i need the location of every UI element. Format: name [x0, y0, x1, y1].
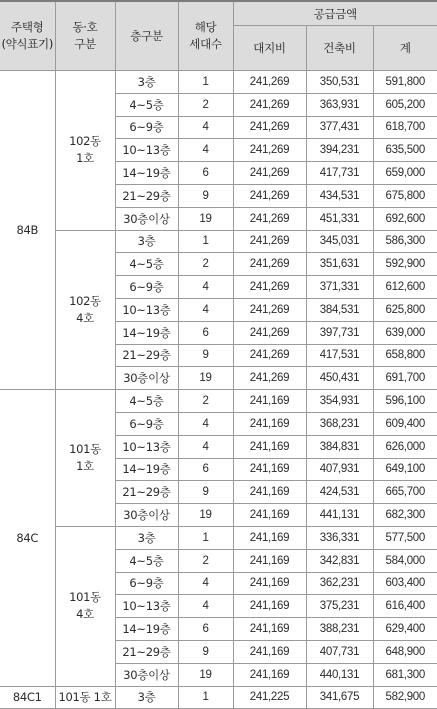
floor-cell: 30층이상	[115, 504, 178, 527]
count-cell: 4	[178, 276, 233, 299]
table-row	[0, 390, 437, 413]
floor-cell: 6~9층	[115, 572, 178, 595]
total-cell: 618,700	[373, 116, 437, 139]
floor-cell: 6~9층	[115, 116, 178, 139]
land-cell: 241,169	[233, 549, 306, 572]
building-cell: 342,831	[306, 549, 373, 572]
floor-cell: 10~13층	[115, 595, 178, 618]
land-cell: 241,269	[233, 93, 306, 116]
land-cell: 241,269	[233, 116, 306, 139]
building-cell: 371,331	[306, 276, 373, 299]
total-cell: 596,100	[373, 390, 437, 413]
floor-cell: 30층이상	[115, 367, 178, 390]
table-row	[0, 71, 437, 94]
total-cell: 612,600	[373, 276, 437, 299]
land-cell: 241,169	[233, 595, 306, 618]
total-cell: 692,600	[373, 207, 437, 230]
table-body	[0, 71, 437, 709]
floor-cell: 4~5층	[115, 549, 178, 572]
header-type: 주택형 (약식표기)	[0, 1, 55, 71]
floor-cell: 3층	[115, 526, 178, 549]
table-row	[0, 526, 437, 549]
land-cell: 241,269	[233, 184, 306, 207]
land-cell: 241,169	[233, 663, 306, 686]
building-cell: 341,675	[306, 686, 373, 709]
floor-cell: 4~5층	[115, 93, 178, 116]
floor-cell: 10~13층	[115, 139, 178, 162]
unit-cell: 101동 1호	[55, 390, 115, 527]
building-cell: 407,931	[306, 458, 373, 481]
floor-cell: 3층	[115, 686, 178, 709]
count-cell: 1	[178, 686, 233, 709]
count-cell: 19	[178, 367, 233, 390]
count-cell: 2	[178, 253, 233, 276]
total-cell: 659,000	[373, 162, 437, 185]
land-cell: 241,169	[233, 481, 306, 504]
header-amount: 공급금액	[233, 1, 437, 26]
count-cell: 4	[178, 572, 233, 595]
building-cell: 451,331	[306, 207, 373, 230]
total-cell: 582,900	[373, 686, 437, 709]
building-cell: 441,131	[306, 504, 373, 527]
land-cell: 241,269	[233, 253, 306, 276]
floor-cell: 21~29층	[115, 640, 178, 663]
floor-cell: 14~19층	[115, 618, 178, 641]
count-cell: 4	[178, 139, 233, 162]
total-cell: 625,800	[373, 298, 437, 321]
building-cell: 351,631	[306, 253, 373, 276]
building-cell: 336,331	[306, 526, 373, 549]
total-cell: 609,400	[373, 412, 437, 435]
count-cell: 2	[178, 390, 233, 413]
floor-cell: 14~19층	[115, 162, 178, 185]
count-cell: 19	[178, 207, 233, 230]
total-cell: 681,300	[373, 663, 437, 686]
building-cell: 434,531	[306, 184, 373, 207]
count-cell: 2	[178, 549, 233, 572]
count-cell: 1	[178, 71, 233, 94]
land-cell: 241,169	[233, 526, 306, 549]
land-cell: 241,269	[233, 276, 306, 299]
land-cell: 241,269	[233, 207, 306, 230]
building-cell: 354,931	[306, 390, 373, 413]
header-unit: 동·호 구분	[55, 1, 115, 71]
count-cell: 2	[178, 93, 233, 116]
total-cell: 658,800	[373, 344, 437, 367]
total-cell: 616,400	[373, 595, 437, 618]
building-cell: 350,531	[306, 71, 373, 94]
land-cell: 241,269	[233, 298, 306, 321]
floor-cell: 30층이상	[115, 207, 178, 230]
land-cell: 241,269	[233, 230, 306, 253]
land-cell: 241,269	[233, 321, 306, 344]
building-cell: 368,231	[306, 412, 373, 435]
total-cell: 639,000	[373, 321, 437, 344]
unit-cell: 101동 4호	[55, 526, 115, 686]
land-cell: 241,269	[233, 367, 306, 390]
land-cell: 241,169	[233, 640, 306, 663]
header-count: 해당 세대수	[178, 1, 233, 71]
count-cell: 1	[178, 526, 233, 549]
building-cell: 424,531	[306, 481, 373, 504]
count-cell: 4	[178, 116, 233, 139]
count-cell: 19	[178, 504, 233, 527]
land-cell: 241,269	[233, 139, 306, 162]
floor-cell: 30층이상	[115, 663, 178, 686]
unit-cell: 102동 4호	[55, 230, 115, 390]
count-cell: 4	[178, 298, 233, 321]
building-cell: 384,831	[306, 435, 373, 458]
count-cell: 6	[178, 458, 233, 481]
count-cell: 9	[178, 184, 233, 207]
building-cell: 388,231	[306, 618, 373, 641]
header-total: 계	[373, 26, 437, 71]
land-cell: 241,169	[233, 572, 306, 595]
land-cell: 241,225	[233, 686, 306, 709]
table-row	[0, 686, 437, 709]
total-cell: 648,900	[373, 640, 437, 663]
unit-cell: 102동 1호	[55, 71, 115, 231]
floor-cell: 14~19층	[115, 458, 178, 481]
building-cell: 417,531	[306, 344, 373, 367]
total-cell: 635,500	[373, 139, 437, 162]
type-cell: 84C	[0, 390, 55, 686]
count-cell: 9	[178, 344, 233, 367]
land-cell: 241,269	[233, 71, 306, 94]
unit-cell: 101동 1호	[55, 686, 115, 709]
total-cell: 665,700	[373, 481, 437, 504]
land-cell: 241,169	[233, 435, 306, 458]
count-cell: 4	[178, 595, 233, 618]
building-cell: 377,431	[306, 116, 373, 139]
count-cell: 9	[178, 640, 233, 663]
count-cell: 6	[178, 162, 233, 185]
floor-cell: 21~29층	[115, 481, 178, 504]
table-row	[0, 230, 437, 253]
type-cell: 84B	[0, 71, 55, 390]
land-cell: 241,169	[233, 390, 306, 413]
floor-cell: 10~13층	[115, 298, 178, 321]
total-cell: 691,700	[373, 367, 437, 390]
total-cell: 603,400	[373, 572, 437, 595]
floor-cell: 4~5층	[115, 253, 178, 276]
building-cell: 345,031	[306, 230, 373, 253]
total-cell: 675,800	[373, 184, 437, 207]
count-cell: 6	[178, 618, 233, 641]
header-floor: 층구분	[115, 1, 178, 71]
building-cell: 397,731	[306, 321, 373, 344]
header-land: 대지비	[233, 26, 306, 71]
land-cell: 241,269	[233, 344, 306, 367]
count-cell: 1	[178, 230, 233, 253]
total-cell: 629,400	[373, 618, 437, 641]
building-cell: 394,231	[306, 139, 373, 162]
total-cell: 592,900	[373, 253, 437, 276]
header-building: 건축비	[306, 26, 373, 71]
land-cell: 241,169	[233, 504, 306, 527]
floor-cell: 3층	[115, 230, 178, 253]
total-cell: 682,300	[373, 504, 437, 527]
land-cell: 241,169	[233, 618, 306, 641]
floor-cell: 4~5층	[115, 390, 178, 413]
building-cell: 375,231	[306, 595, 373, 618]
total-cell: 584,000	[373, 549, 437, 572]
header-row-1	[0, 1, 437, 26]
count-cell: 19	[178, 663, 233, 686]
total-cell: 649,100	[373, 458, 437, 481]
total-cell: 586,300	[373, 230, 437, 253]
floor-cell: 21~29층	[115, 184, 178, 207]
total-cell: 605,200	[373, 93, 437, 116]
floor-cell: 6~9층	[115, 276, 178, 299]
building-cell: 363,931	[306, 93, 373, 116]
land-cell: 241,169	[233, 458, 306, 481]
building-cell: 362,231	[306, 572, 373, 595]
floor-cell: 21~29층	[115, 344, 178, 367]
type-cell: 84C1	[0, 686, 55, 709]
count-cell: 9	[178, 481, 233, 504]
building-cell: 450,431	[306, 367, 373, 390]
land-cell: 241,169	[233, 412, 306, 435]
building-cell: 384,531	[306, 298, 373, 321]
count-cell: 4	[178, 435, 233, 458]
floor-cell: 10~13층	[115, 435, 178, 458]
count-cell: 4	[178, 412, 233, 435]
count-cell: 6	[178, 321, 233, 344]
building-cell: 407,731	[306, 640, 373, 663]
land-cell: 241,269	[233, 162, 306, 185]
floor-cell: 6~9층	[115, 412, 178, 435]
floor-cell: 14~19층	[115, 321, 178, 344]
total-cell: 626,000	[373, 435, 437, 458]
building-cell: 440,131	[306, 663, 373, 686]
total-cell: 591,800	[373, 71, 437, 94]
building-cell: 417,731	[306, 162, 373, 185]
floor-cell: 3층	[115, 71, 178, 94]
total-cell: 577,500	[373, 526, 437, 549]
